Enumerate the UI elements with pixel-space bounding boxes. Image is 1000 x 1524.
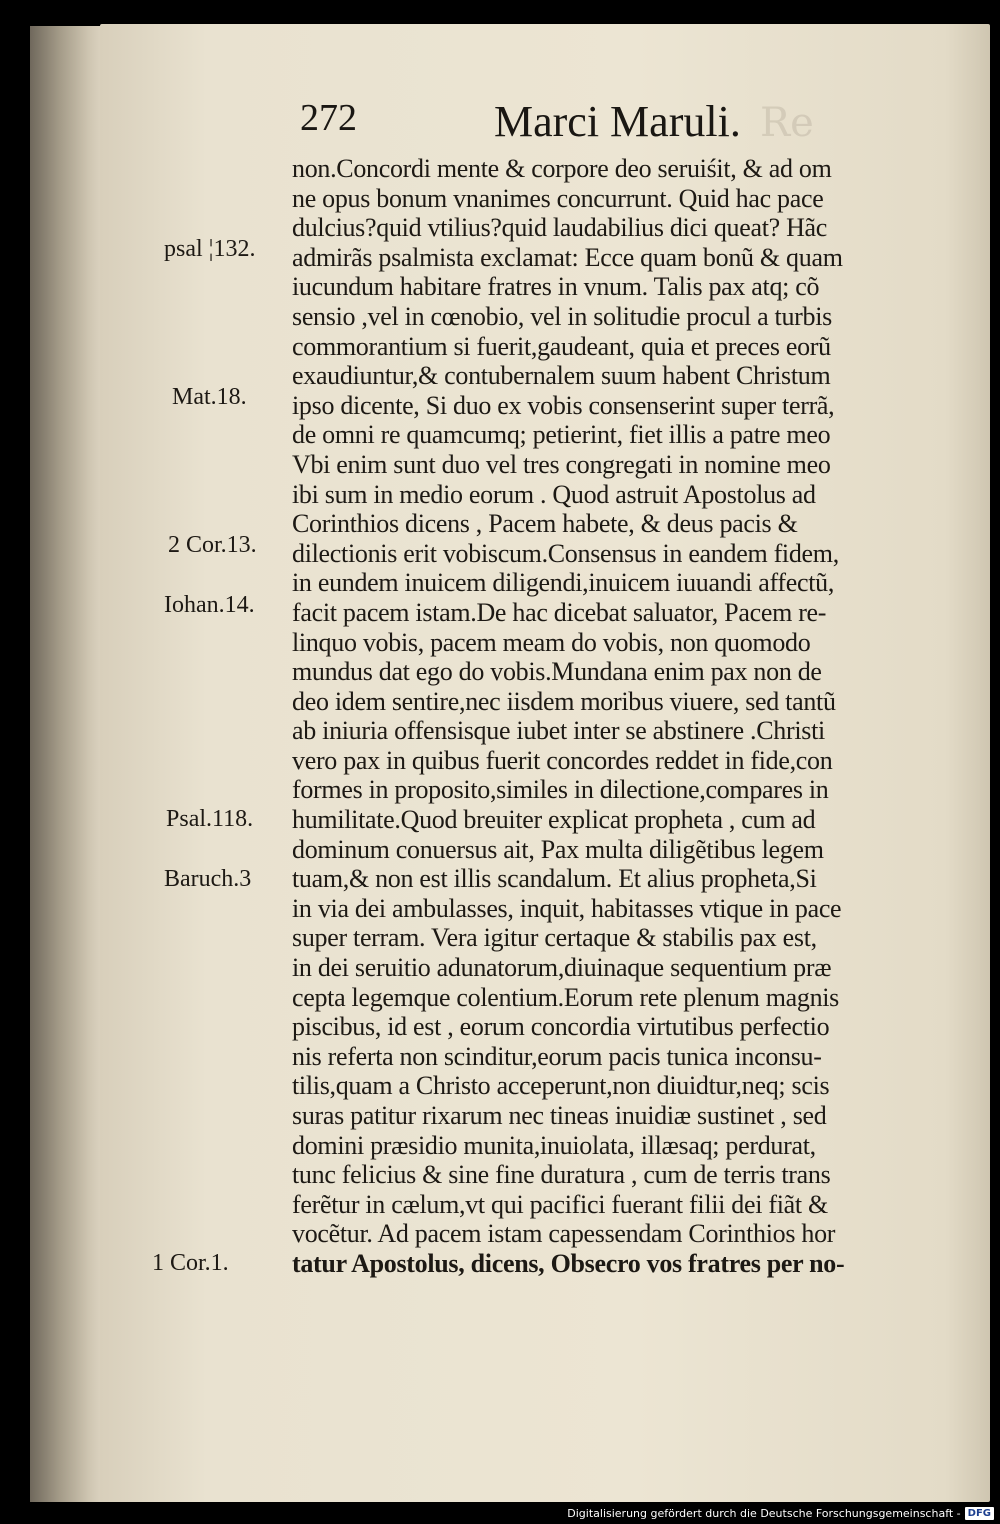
text-line: dulcius?quid vtilius?quid laudabilius dici queat? Hãc [292, 213, 828, 243]
text-line: cepta legemque colentium.Eorum rete plenum magnis [292, 982, 840, 1012]
page-number: 272 [300, 97, 357, 139]
margin-note: Iohan.14. [164, 592, 255, 618]
text-line: Vbi enim sunt duo vel tres congregati in nomine meo [292, 449, 831, 479]
text-line: dilectionis erit vobiscum.Consensus in eandem fidem, [292, 538, 839, 568]
body-text [292, 154, 942, 1279]
text-line: sensio ,vel in cœnobio, vel in solitudie procul a turbis [292, 301, 832, 331]
text-line: mundus dat ego do vobis.Mundana enim pax non de [292, 657, 822, 687]
credit-text: Digitalisierung gefördert durch die Deutsche Forschungsgemeinschaft - [567, 1507, 961, 1520]
text-line: tatur Apostolus, dicens, Obsecro vos fratres per no- [292, 1248, 845, 1278]
text-line: super terram. Vera igitur certaque & stabilis pax est, [292, 923, 817, 953]
text-line: ibi sum in medio eorum . Quod astruit Apostolus ad [292, 479, 816, 509]
text-line: formes in proposito,similes in dilectione,compares in [292, 775, 829, 805]
margin-note: Baruch.3 [164, 866, 252, 892]
margin-note: 1 Cor.1. [152, 1250, 229, 1276]
text-line: tilis,quam a Christo acceperunt,non diuidtur,neq; scis [292, 1071, 830, 1101]
text-line: in dei seruitio adunatorum,diuinaque sequentium præ [292, 953, 832, 983]
text-line: ab iniuria offensisque iubet inter se abstinere .Christi [292, 716, 825, 746]
margin-note: Mat.18. [172, 384, 247, 410]
margin-note: 2 Cor.13. [168, 532, 257, 558]
text-line: suras patitur rixarum nec tineas inuidiæ sustinet , sed [292, 1101, 827, 1130]
text-line: dominum conuersus ait, Pax multa diligẽtibus legem [292, 834, 824, 864]
margin-note: psal ¦132. [164, 236, 256, 262]
text-line: in eundem inuicem diligendi,inuicem iuuandi affectũ, [292, 568, 835, 598]
show-through-text: Re [760, 100, 814, 146]
page-edge [30, 26, 104, 1502]
text-line: vero pax in quibus fuerit concordes reddet in fide,con [292, 745, 833, 775]
text-line: tuam,& non est illis scandalum. Et alius propheta,Si [292, 864, 817, 894]
text-line: humilitate.Quod breuiter explicat propheta , cum ad [292, 805, 816, 835]
text-line: deo idem sentire,nec iisdem moribus viuere, sed tantũ [292, 686, 836, 716]
text-line: nis referta non scinditur,eorum pacis tunica inconsu- [292, 1041, 822, 1071]
text-line: exaudiuntur,& contubernalem suum habent Christum [292, 361, 831, 391]
text-line: facit pacem istam.De hac dicebat saluator, Pacem re- [292, 597, 827, 627]
text-line: piscibus, id est , eorum concordia virtutibus perfectio [292, 1012, 830, 1042]
text-line: ipso dicente, Si duo ex vobis consenserint super terrã, [292, 390, 835, 420]
text-line: admirãs psalmista exclamat: Ecce quam bonũ & quam [292, 242, 843, 272]
dfg-logo: DFG [965, 1507, 994, 1520]
margin-note: Psal.118. [166, 806, 254, 832]
text-line: vocẽtur. Ad pacem istam capessendam Corinthios hor [292, 1219, 836, 1249]
running-head: Marci Maruli. [494, 97, 741, 146]
text-line: ferẽtur in cælum,vt qui pacifici fuerant filii dei fiãt & [292, 1189, 828, 1219]
text-line: in via dei ambulasses, inquit, habitasses vtique in pace [292, 893, 842, 923]
text-line: ne opus bonum vnanimes concurrunt. Quid hac pace [292, 183, 824, 213]
text-line: non.Concordi mente & corpore deo seruiśit, & ad om [292, 154, 832, 183]
text-line: Corinthios dicens , Pacem habete, & deus pacis & [292, 509, 798, 539]
text-line: iucundum habitare fratres in vnum. Talis pax atq; cõ [292, 272, 820, 302]
digitization-credit [567, 1507, 994, 1520]
text-line: commorantium si fuerit,gaudeant, quia et preces eorũ [292, 331, 831, 361]
text-line: domini præsidio munita,inuiolata, illæsaq; perdurat, [292, 1130, 816, 1160]
text-line: de omni re quamcumq; petierint, fiet illis a patre meo [292, 420, 831, 450]
text-line: linquo vobis, pacem meam do vobis, non quomodo [292, 627, 811, 657]
text-line: tunc felicius & sine fine duratura , cum de terris trans [292, 1160, 831, 1190]
